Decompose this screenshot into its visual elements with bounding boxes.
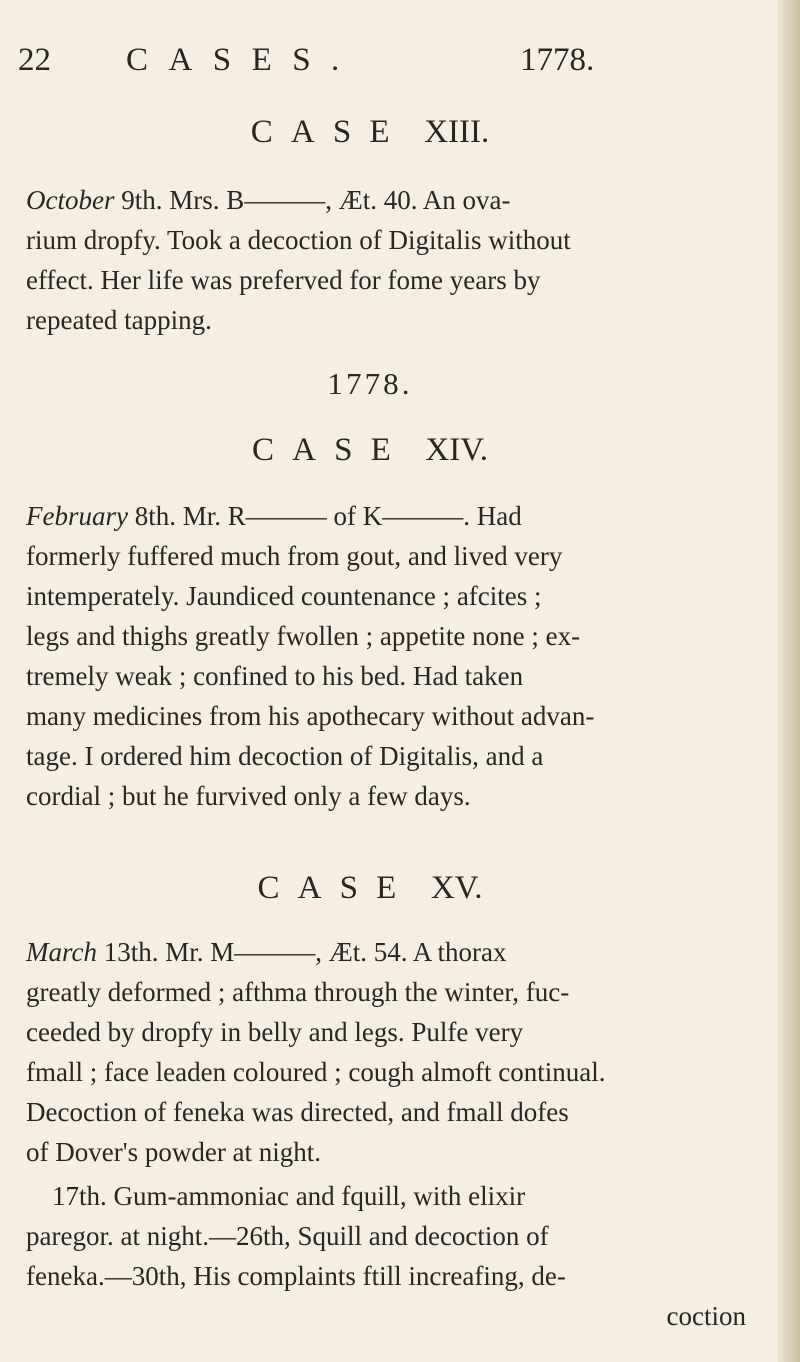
page-edge xyxy=(778,0,800,1362)
case-xv-text: March 13th. Mr. M———, Æt. 54. A thorax greatly deformed ; afthma through the winter, fuc- ceeded by dropfy in belly and legs. Pulfe very fmall ; face leaden coloured ; cough almoft continual. Decoction of feneka was directed, and fmall dofes of Dover's powder at night. xyxy=(26,937,606,1167)
page-number: 22 xyxy=(18,42,51,78)
case-xiv-date: February xyxy=(26,501,128,531)
case-xv-heading: CASE XV. xyxy=(257,870,483,906)
case-xv-date: March xyxy=(26,937,97,967)
case-xv-followup: 17th. Gum-ammoniac and fquill, with elixir paregor. at night.—26th, Squill and decoction of feneka.—30th, His complaints ftill increafing, de- coction xyxy=(26,1176,746,1336)
case-xiii-text: October 9th. Mrs. B———, Æt. 40. An ova- rium dropfy. Took a decoction of Digitalis without effect. Her life was preferved for fome years by repeated tapping. xyxy=(26,185,571,335)
case-xiv-heading: CASE XIV. xyxy=(251,432,489,468)
case-xiii-heading: CASE XIII. xyxy=(250,114,490,150)
case-xiv-text: February 8th. Mr. R——— of K———. Had formerly fuffered much from gout, and lived very intemperately. Jaundiced countenance ; afcites ; legs and thighs greatly fwollen ; appetite none ; ex- tremely weak ; confined to his bed. Had taken many medicines from his apothecary without advan- tage. I ordered him decoction of Digitalis, and a cordial ; but he furvived only a few days. xyxy=(26,501,595,811)
running-title: CASES. xyxy=(126,42,360,78)
case-xiii-date: October xyxy=(26,185,115,215)
year-heading: 1778. xyxy=(327,366,413,401)
catchword: coction xyxy=(666,1301,746,1331)
running-year: 1778. xyxy=(520,42,595,78)
